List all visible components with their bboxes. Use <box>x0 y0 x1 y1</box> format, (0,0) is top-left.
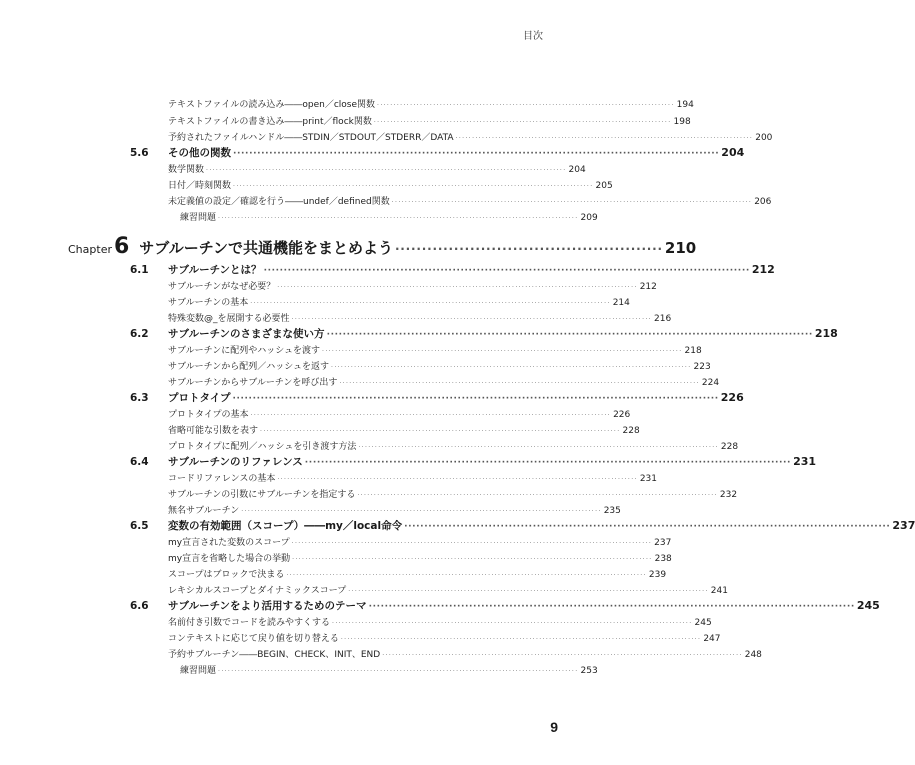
toc-item-label: 名前付き引数でコードを読みやすくする <box>168 618 331 628</box>
toc-item-page: 253 <box>580 666 598 676</box>
toc-item[interactable] <box>168 567 667 580</box>
section-number: 6.6 <box>130 600 149 612</box>
leader-dots: ············································································································· <box>382 652 743 659</box>
section-title: サブルーチンをより活用するためのテーマ <box>168 600 367 612</box>
leader-dots: ············································································································· <box>250 412 612 419</box>
section-page: 231 <box>793 455 817 468</box>
toc-item-label: コンテキストに応じて戻り値を切り替える <box>168 634 339 644</box>
leader-dots: ·················································· <box>394 242 663 256</box>
toc-item-label: my宣言された変数のスコープ <box>168 538 290 548</box>
leader-dots: ············································································································· <box>241 508 602 515</box>
chapter-number: 6 <box>113 234 130 259</box>
toc-item-page: 214 <box>612 298 630 308</box>
toc-item-label: プロトタイプに配列／ハッシュを引き渡す方法 <box>168 442 357 452</box>
leader-dots: ············································································································· <box>348 588 709 595</box>
toc-item-page: 237 <box>654 538 672 548</box>
toc-item-page: 231 <box>639 474 658 484</box>
toc-item-page: 218 <box>684 346 702 356</box>
toc-item-label: サブルーチンに配列やハッシュを渡す <box>168 346 321 356</box>
toc-item-page: 206 <box>754 197 772 207</box>
toc-item-page: 239 <box>648 570 667 580</box>
section-number: 6.5 <box>130 520 149 532</box>
toc-item[interactable] <box>168 439 739 452</box>
toc-item-label: サブルーチンからサブルーチンを呼び出す <box>168 378 338 388</box>
toc-item-label: テキストファイルの読み込み――open／close関数 <box>168 100 376 110</box>
toc-item-label: サブルーチンの基本 <box>168 298 249 308</box>
leader-dots: ························································································································· <box>368 602 855 612</box>
toc-section[interactable] <box>130 518 915 533</box>
leader-dots: ············································································································· <box>358 444 719 451</box>
chapter-label: Chapter <box>68 243 112 256</box>
toc-item-label: スコープはブロックで決まる <box>168 570 285 580</box>
section-page: 226 <box>720 391 744 404</box>
leader-dots: ············································································································· <box>233 183 594 190</box>
toc-item-page: 232 <box>719 490 738 500</box>
toc-item-page: 209 <box>580 213 598 223</box>
toc-item-page: 224 <box>701 378 720 388</box>
toc-chapter[interactable] <box>68 234 697 259</box>
toc-item-label: 予約されたファイルハンドル――STDIN／STDOUT／STDERR／DATA <box>168 133 454 143</box>
toc-item[interactable] <box>180 210 598 223</box>
section-title: サブルーチンのリファレンス <box>168 456 303 468</box>
section-page: 204 <box>721 146 745 159</box>
section-title: 変数の有効範囲（スコープ）――my／local命令 <box>168 520 403 532</box>
section-page: 245 <box>856 599 880 612</box>
toc-section[interactable] <box>130 390 744 405</box>
leader-dots: ············································································································· <box>277 284 638 291</box>
leader-dots: ············································································································· <box>331 364 692 371</box>
toc-item-page: 204 <box>568 165 586 175</box>
leader-dots: ·························································································· <box>373 119 672 126</box>
toc-item[interactable] <box>168 194 772 207</box>
toc-item-label: 数学関数 <box>168 165 205 175</box>
toc-item[interactable] <box>168 407 631 420</box>
toc-item-page: 248 <box>744 650 762 660</box>
leader-dots: ············································································································· <box>340 636 702 643</box>
toc-item[interactable] <box>168 114 691 127</box>
section-page: 212 <box>751 263 775 276</box>
leader-dots: ············································································································· <box>291 316 653 323</box>
toc-item-page: 228 <box>622 426 640 436</box>
toc-item[interactable] <box>168 631 721 644</box>
section-number: 6.3 <box>130 392 149 404</box>
toc-item-label: 未定義値の設定／確認を行う――undef／defined関数 <box>168 197 390 207</box>
leader-dots: ············································································································· <box>292 556 653 563</box>
toc-item[interactable] <box>168 583 728 596</box>
leader-dots: ························································································································· <box>233 149 720 159</box>
toc-item[interactable] <box>168 487 738 500</box>
running-header: 目次 <box>523 31 543 42</box>
chapter-page: 210 <box>664 239 697 257</box>
leader-dots: ············································································································· <box>218 215 579 222</box>
toc-item[interactable] <box>168 279 657 292</box>
leader-dots: ············································································································· <box>250 300 611 307</box>
leader-dots: ············································································································· <box>332 620 693 627</box>
toc-item[interactable] <box>168 647 762 660</box>
toc-item-label: サブルーチンの引数にサブルーチンを指定する <box>168 490 356 500</box>
toc-item[interactable] <box>168 471 658 484</box>
toc-item[interactable] <box>168 311 672 324</box>
toc-item-label: my宣言を省略した場合の挙動 <box>168 554 291 564</box>
section-title: サブルーチンとは？ <box>168 264 262 276</box>
toc-item[interactable] <box>168 615 712 628</box>
leader-dots: ············································································································· <box>277 476 638 483</box>
toc-item-label: 日付／時刻関数 <box>168 181 232 191</box>
leader-dots: ············································································································· <box>286 572 647 579</box>
toc-item-page: 247 <box>703 634 721 644</box>
toc-section[interactable] <box>130 598 880 613</box>
leader-dots: ············································································································· <box>391 199 753 206</box>
toc-section[interactable] <box>130 454 817 469</box>
leader-dots: ························································································································· <box>404 522 891 532</box>
toc-item-page: 226 <box>613 410 631 420</box>
leader-dots: ························································································································· <box>232 394 719 404</box>
toc-item[interactable] <box>168 551 672 564</box>
toc-item[interactable] <box>168 535 672 548</box>
leader-dots: ·························································································· <box>455 135 754 142</box>
leader-dots: ························································································································· <box>326 330 813 340</box>
toc-item[interactable] <box>168 178 613 191</box>
toc-item-label: 無名サブルーチン <box>168 506 240 516</box>
toc-item[interactable] <box>168 343 702 356</box>
section-page: 218 <box>814 327 838 340</box>
toc-item-page: 194 <box>676 100 694 110</box>
toc-item-page: 212 <box>639 282 657 292</box>
toc-item-label: 省略可能な引数を表す <box>168 426 259 436</box>
toc-item-page: 200 <box>755 133 773 143</box>
toc-item-label: サブルーチンがなぜ必要？ <box>168 282 276 292</box>
page-number: 9 <box>550 719 558 735</box>
toc-item-label: レキシカルスコープとダイナミックスコープ <box>168 586 347 596</box>
toc-item-page: 235 <box>603 506 621 516</box>
toc-item-label: プロトタイプの基本 <box>168 410 249 420</box>
leader-dots: ············································································································· <box>322 348 683 355</box>
toc-item-label: 特殊変数@_を展開する必要性 <box>168 314 290 324</box>
toc-item-page: 198 <box>673 117 691 127</box>
toc-item[interactable] <box>168 375 720 388</box>
toc-item-page: 216 <box>654 314 672 324</box>
leader-dots: ············································································································· <box>206 167 567 174</box>
toc-item[interactable] <box>168 130 773 143</box>
toc-item-page: 223 <box>693 362 711 372</box>
toc-item-page: 241 <box>710 586 728 596</box>
toc-item-page: 245 <box>694 618 712 628</box>
leader-dots: ············································································································· <box>339 380 700 387</box>
section-title: プロトタイプ <box>168 392 231 404</box>
leader-dots: ············································································································· <box>291 540 653 547</box>
toc-item[interactable] <box>168 97 694 110</box>
toc-item[interactable] <box>168 162 586 175</box>
toc-item-label: テキストファイルの書き込み――print／flock関数 <box>168 117 372 127</box>
toc-item-page: 205 <box>595 181 613 191</box>
leader-dots: ············································································································· <box>218 668 579 675</box>
toc-item[interactable] <box>168 295 630 308</box>
section-number: 6.1 <box>130 264 149 276</box>
toc-item[interactable] <box>168 359 711 372</box>
toc-item-label: 練習問題 <box>180 213 217 223</box>
section-title: サブルーチンのさまざまな使い方 <box>168 328 325 340</box>
section-number: 6.2 <box>130 328 149 340</box>
section-page: 237 <box>892 519 915 532</box>
leader-dots: ························································································································· <box>263 266 750 276</box>
section-number: 6.4 <box>130 456 149 468</box>
leader-dots: ············································································································· <box>260 428 621 435</box>
toc-item-label: サブルーチンから配列／ハッシュを返す <box>168 362 330 372</box>
leader-dots: ························································································································· <box>304 458 792 468</box>
chapter-title: サブルーチンで共通機能をまとめよう <box>139 239 393 257</box>
toc-item[interactable] <box>168 503 621 516</box>
toc-item-label: 練習問題 <box>180 666 217 676</box>
section-title: その他の関数 <box>168 147 231 159</box>
toc-section[interactable] <box>130 262 775 277</box>
toc-item-label: コードリファレンスの基本 <box>168 474 276 484</box>
toc-section[interactable] <box>130 326 838 341</box>
toc-item[interactable] <box>180 663 598 676</box>
toc-item[interactable] <box>168 423 640 436</box>
section-number: 5.6 <box>130 147 149 159</box>
toc-item-page: 238 <box>654 554 672 564</box>
toc-section[interactable] <box>130 145 745 160</box>
leader-dots: ·························································································· <box>377 102 675 109</box>
toc-item-page: 228 <box>720 442 739 452</box>
toc-item-label: 予約サブルーチン――BEGIN、CHECK、INIT、END <box>168 650 381 660</box>
leader-dots: ············································································································· <box>357 492 718 499</box>
